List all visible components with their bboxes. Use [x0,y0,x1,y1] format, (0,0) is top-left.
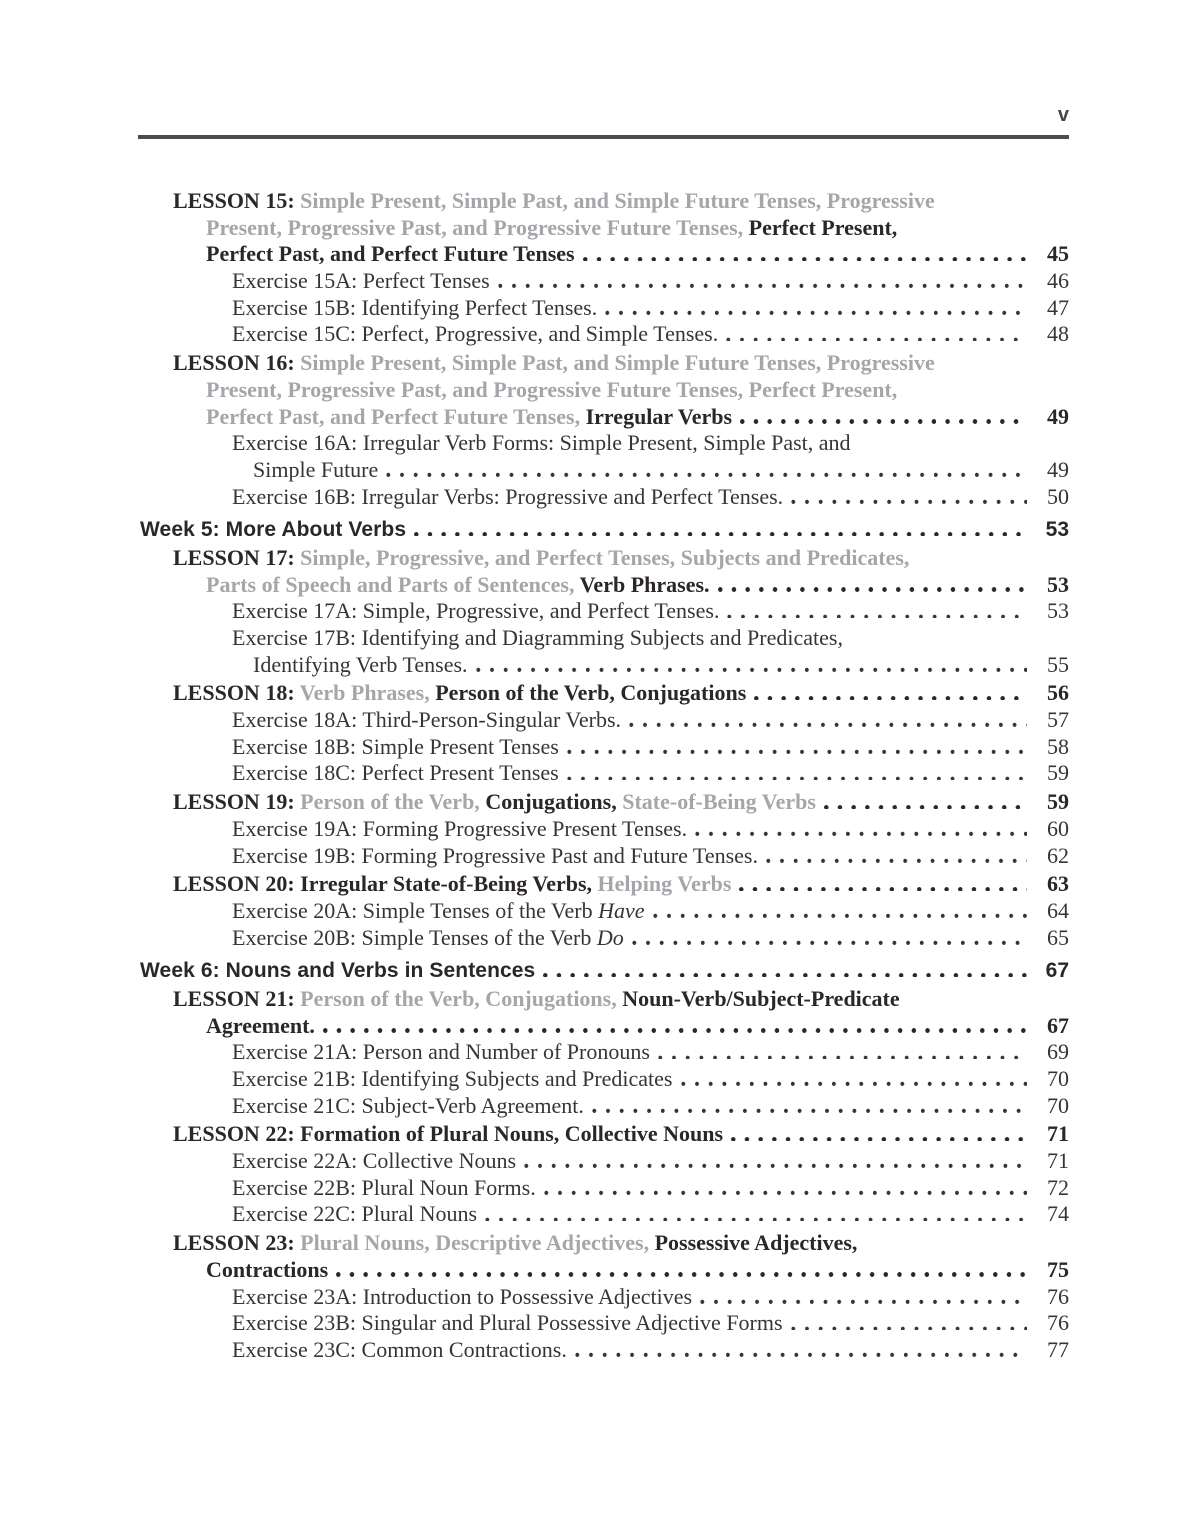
toc-entry [138,1175,1069,1202]
toc-text-segment: Exercise 21C: Subject-Verb Agreement. [232,1092,584,1118]
toc-text-segment: Exercise 22B: Plural Noun Forms. [232,1174,536,1200]
toc-text-segment: Simple Present, Simple Past, and Simple Future Tenses, Progressive [300,350,935,376]
toc-entry-text [232,1066,673,1093]
toc-entry-text [232,430,851,457]
dot-leader [323,1028,1027,1033]
toc-entry-text [173,1230,857,1257]
dot-leader [592,1108,1027,1113]
toc-text-segment: Exercise 15B: Identifying Perfect Tenses. [232,294,598,320]
toc-text-segment: LESSON 18: [173,680,300,706]
toc-line [138,1310,1069,1337]
toc-entry-text [232,760,559,787]
toc-text-segment: Verb Phrases, [299,680,436,706]
toc-entry [138,516,1069,543]
page-number: 65 [1047,924,1069,950]
page-number: 58 [1047,733,1069,759]
toc-text-segment: Perfect Past, and Perfect Future Tenses, [206,403,586,429]
toc-line [138,625,1069,652]
page-number: 45 [1047,241,1069,267]
toc-text-segment: Perfect Present, [748,214,898,240]
toc-line [138,986,1069,1013]
dot-leader [700,1299,1027,1304]
toc-line [138,1013,1069,1040]
dot-leader [629,722,1027,727]
toc-text-segment: Contractions [206,1256,329,1282]
toc-text-segment: Perfect Past, and Perfect Future Tenses [206,241,575,267]
toc-text-segment: State-of-Being Verbs [622,789,816,815]
toc-entry-text [232,1310,783,1337]
page-number: 71 [1047,1148,1069,1174]
dot-leader [731,1137,1027,1142]
toc-text-segment: Exercise 22C: Plural Nouns [232,1201,478,1227]
toc-line [138,957,1069,984]
toc-entry-text [173,188,935,215]
toc-entry-text [232,816,687,843]
toc-entry [138,986,1069,1039]
toc-text-segment: Exercise 15A: Perfect Tenses [232,268,490,294]
toc-text-segment: Week 6: Nouns and Verbs in Sentences [140,959,536,983]
dot-leader [583,257,1027,262]
page-number: 69 [1047,1039,1069,1065]
toc-entry-text [232,898,645,925]
toc-text-segment: Week 5: More About Verbs [140,518,407,542]
toc-entry-text [232,268,490,295]
toc-line [138,295,1069,322]
toc-text-segment: LESSON 21: [173,985,301,1011]
toc-text-segment: Person of the Verb, [300,789,486,815]
toc-line [138,898,1069,925]
page-number-folio: v [1057,104,1069,126]
dot-leader [791,1326,1027,1331]
page-number: 67 [1047,1012,1069,1038]
toc-entry-text [140,516,406,544]
toc-entry [138,295,1069,322]
dot-leader [791,499,1027,504]
toc-entry [138,350,1069,430]
toc-entry [138,1201,1069,1228]
toc-text-segment: Exercise 18A: Third-Person-Singular Verbs. [232,707,622,733]
table-of-contents [138,188,1069,1364]
toc-text-segment: Exercise 19B: Forming Progressive Past and Future Tenses. [232,842,758,868]
toc-entry-text [173,680,746,707]
toc-line [138,816,1069,843]
toc-line [138,321,1069,348]
dot-leader [567,749,1027,754]
toc-entry-text [206,404,732,431]
page-number: 53 [1045,518,1069,542]
toc-entry [138,545,1069,598]
toc-entry-text [173,1121,723,1148]
toc-text-segment: LESSON 16: [173,350,301,376]
toc-entry [138,760,1069,787]
toc-entry [138,843,1069,870]
toc-entry [138,1310,1069,1337]
page-number: 63 [1047,871,1069,897]
toc-entry-text [173,986,900,1013]
page-number: 60 [1047,815,1069,841]
toc-entry-text [232,1039,650,1066]
toc-text-segment: LESSON 23: [173,1230,301,1256]
toc-line [138,789,1069,816]
page-number: 47 [1047,294,1069,320]
toc-entry-text [206,1257,328,1284]
toc-text-segment: Agreement. [206,1012,315,1038]
dot-leader [498,283,1027,288]
toc-text-segment: Present, Progressive Past, and Progressive Future Tenses, Perfect Present, [206,376,898,402]
toc-text-segment: LESSON 19: [173,789,301,815]
toc-entry [138,430,1069,483]
toc-entry [138,957,1069,984]
toc-line [138,925,1069,952]
dot-leader [567,776,1027,781]
dot-leader [740,419,1027,424]
toc-text-segment: Parts of Speech and Parts of Sentences, [206,571,580,597]
toc-entry [138,1093,1069,1120]
toc-text-segment: Exercise 17A: Simple, Progressive, and Perfect Tenses. [232,598,720,624]
dot-leader [543,973,1027,978]
toc-entry-text [232,1284,692,1311]
toc-entry [138,625,1069,678]
toc-line [138,404,1069,431]
dot-leader [476,667,1027,672]
toc-text-segment: LESSON 17: [173,544,301,570]
page-number: 64 [1047,897,1069,923]
toc-line [138,188,1069,215]
toc-text-segment: LESSON 22: Formation of Plural Nouns, Collective Nouns [173,1121,724,1147]
toc-entry-text [232,1337,567,1364]
page-number: 59 [1047,760,1069,786]
page-number: 70 [1047,1066,1069,1091]
toc-entry [138,1121,1069,1148]
toc-entry-text [232,1093,584,1120]
toc-line [138,1257,1069,1284]
toc-text-segment: Exercise 20B: Simple Tenses of the Verb [232,924,597,950]
page-number: 57 [1047,707,1069,733]
toc-entry [138,789,1069,816]
toc-line [138,430,1069,457]
toc-text-segment: Exercise 18B: Simple Present Tenses [232,733,559,759]
toc-text-segment: LESSON 15: [173,188,301,213]
dot-leader [754,696,1027,701]
page-number: 59 [1047,789,1069,815]
toc-entry-text [206,572,710,599]
toc-entry [138,871,1069,898]
toc-text-segment: Exercise 23B: Singular and Plural Possessive Adjective Forms [232,1310,783,1336]
toc-text-segment: Person of the Verb, Conjugations [435,680,747,706]
toc-entry [138,734,1069,761]
toc-entry-text [206,215,897,242]
toc-text-segment: Simple Present, Simple Past, and Simple Future Tenses, Progressive [300,188,935,213]
toc-line [138,215,1069,242]
toc-line [138,1337,1069,1364]
toc-entry [138,1230,1069,1283]
toc-line [138,457,1069,484]
toc-line [138,707,1069,734]
page-header [138,103,1069,139]
dot-leader [632,940,1027,945]
dot-leader [681,1081,1028,1086]
toc-line [138,572,1069,599]
toc-text-segment: Exercise 16A: Irregular Verb Forms: Simple Present, Simple Past, and [232,430,851,456]
header-rule [138,135,1069,139]
toc-text-segment: Exercise 23C: Common Contractions. [232,1336,567,1362]
toc-text-segment: Helping Verbs [597,871,732,897]
toc-entry-text [206,377,897,404]
toc-line [138,843,1069,870]
toc-text-segment: Exercise 21B: Identifying Subjects and Predicates [232,1066,673,1091]
page-number: 49 [1047,403,1069,429]
toc-entry-text [206,241,575,268]
toc-text-segment: Exercise 17B: Identifying and Diagramming Subjects and Predicates, [232,625,843,650]
toc-line [138,1175,1069,1202]
page-number: 55 [1047,651,1069,677]
dot-leader [727,614,1027,619]
page-number: 75 [1047,1256,1069,1282]
toc-entry-text [232,295,597,322]
dot-leader [658,1055,1027,1060]
page-number: 62 [1047,842,1069,868]
toc-entry-text [232,1148,516,1175]
toc-text-segment: Plural Nouns, Descriptive Adjectives, [300,1230,655,1256]
toc-entry [138,321,1069,348]
page-number: 70 [1047,1092,1069,1118]
toc-line [138,516,1069,543]
dot-leader [386,472,1027,477]
toc-entry [138,898,1069,925]
toc-line [138,1148,1069,1175]
toc-text-segment: Exercise 16B: Irregular Verbs: Progressive and Perfect Tenses. [232,483,784,509]
toc-text-segment: Exercise 21A: Person and Number of Pronouns [232,1039,650,1065]
toc-entry-text [173,545,909,572]
toc-line [138,1201,1069,1228]
toc-text-segment: Do [596,924,624,950]
toc-entry [138,1066,1069,1093]
toc-entry-text [206,1013,315,1040]
toc-line [138,268,1069,295]
toc-text-segment: Conjugations, [485,789,623,815]
toc-entry-text [173,789,816,816]
toc-text-segment: Noun-Verb/Subject-Predicate [622,985,900,1011]
dot-leader [766,858,1027,863]
page-number: 46 [1047,268,1069,294]
toc-line [138,1284,1069,1311]
dot-leader [824,805,1027,810]
toc-line [138,871,1069,898]
toc-entry-text [232,625,843,652]
toc-line [138,484,1069,511]
toc-entry [138,1148,1069,1175]
toc-entry-text [232,1175,536,1202]
dot-leader [739,887,1027,892]
toc-entry [138,598,1069,625]
dot-leader [605,310,1027,315]
toc-line [138,545,1069,572]
toc-entry [138,925,1069,952]
dot-leader [718,587,1027,592]
toc-text-segment: Simple Future [253,456,379,482]
dot-leader [414,532,1027,537]
toc-entry-text [232,598,719,625]
dot-leader [726,337,1027,342]
page-number: 76 [1047,1283,1069,1309]
page-number: 56 [1047,680,1069,706]
toc-line [138,377,1069,404]
toc-line [138,1230,1069,1257]
page-number: 76 [1047,1310,1069,1336]
toc-entry-text [253,652,468,679]
toc-text-segment: LESSON 20: Irregular State-of-Being Verbs, [173,871,598,897]
toc-text-segment: Verb Phrases. [579,571,710,597]
toc-entry [138,680,1069,707]
toc-entry-text [232,321,718,348]
toc-text-segment: Exercise 22A: Collective Nouns [232,1148,517,1174]
dot-leader [695,831,1027,836]
toc-text-segment: Have [598,897,645,923]
dot-leader [653,913,1028,918]
toc-entry [138,1039,1069,1066]
toc-entry-text [232,707,621,734]
page-number: 49 [1047,456,1069,482]
toc-text-segment: Exercise 18C: Perfect Present Tenses [232,760,559,786]
toc-text-segment: Irregular Verbs [585,403,733,429]
toc-entry-text [232,734,559,761]
page-number: 48 [1047,321,1069,347]
toc-line [138,1121,1069,1148]
toc-text-segment: Identifying Verb Tenses. [253,651,468,677]
toc-entry-text [232,925,624,952]
page-number: 53 [1047,571,1069,597]
toc-line [138,241,1069,268]
toc-text-segment: Simple, Progressive, and Perfect Tenses, Subjects and Predicates, [300,544,910,570]
toc-entry-text [232,843,758,870]
page-number: 74 [1047,1201,1069,1227]
toc-entry [138,816,1069,843]
toc-text-segment: Exercise 23A: Introduction to Possessive Adjectives [232,1283,693,1309]
toc-entry [138,1284,1069,1311]
toc-text-segment: Present, Progressive Past, and Progressive Future Tenses, [206,214,749,240]
toc-entry [138,484,1069,511]
page-number: 53 [1047,598,1069,624]
toc-text-segment: Exercise 19A: Forming Progressive Present Tenses. [232,815,688,841]
dot-leader [575,1352,1027,1357]
toc-line [138,680,1069,707]
toc-text-segment: Possessive Adjectives, [654,1230,858,1256]
toc-line [138,760,1069,787]
dot-leader [336,1272,1027,1277]
toc-line [138,1066,1069,1093]
page-number: 67 [1045,959,1069,983]
toc-text-segment: Person of the Verb, Conjugations, [300,985,623,1011]
toc-line [138,734,1069,761]
toc-entry [138,707,1069,734]
toc-entry-text [173,350,935,377]
toc-line [138,652,1069,679]
toc-entry-text [253,457,378,484]
toc-text-segment: Exercise 15C: Perfect, Progressive, and Simple Tenses. [232,321,719,347]
toc-entry [138,1337,1069,1364]
toc-entry-text [173,871,731,898]
toc-line [138,1039,1069,1066]
toc-entry [138,188,1069,268]
page-number: 71 [1047,1121,1069,1147]
toc-entry-text [232,484,783,511]
toc-line [138,350,1069,377]
dot-leader [485,1217,1027,1222]
toc-entry [138,268,1069,295]
toc-entry-text [232,1201,477,1228]
toc-line [138,1093,1069,1120]
page-number: 72 [1047,1174,1069,1200]
toc-entry-text [140,957,535,985]
dot-leader [544,1190,1027,1195]
page-number: 50 [1047,483,1069,509]
dot-leader [524,1163,1027,1168]
toc-line [138,598,1069,625]
toc-text-segment: Exercise 20A: Simple Tenses of the Verb [232,897,599,923]
page-number: 77 [1047,1336,1069,1362]
